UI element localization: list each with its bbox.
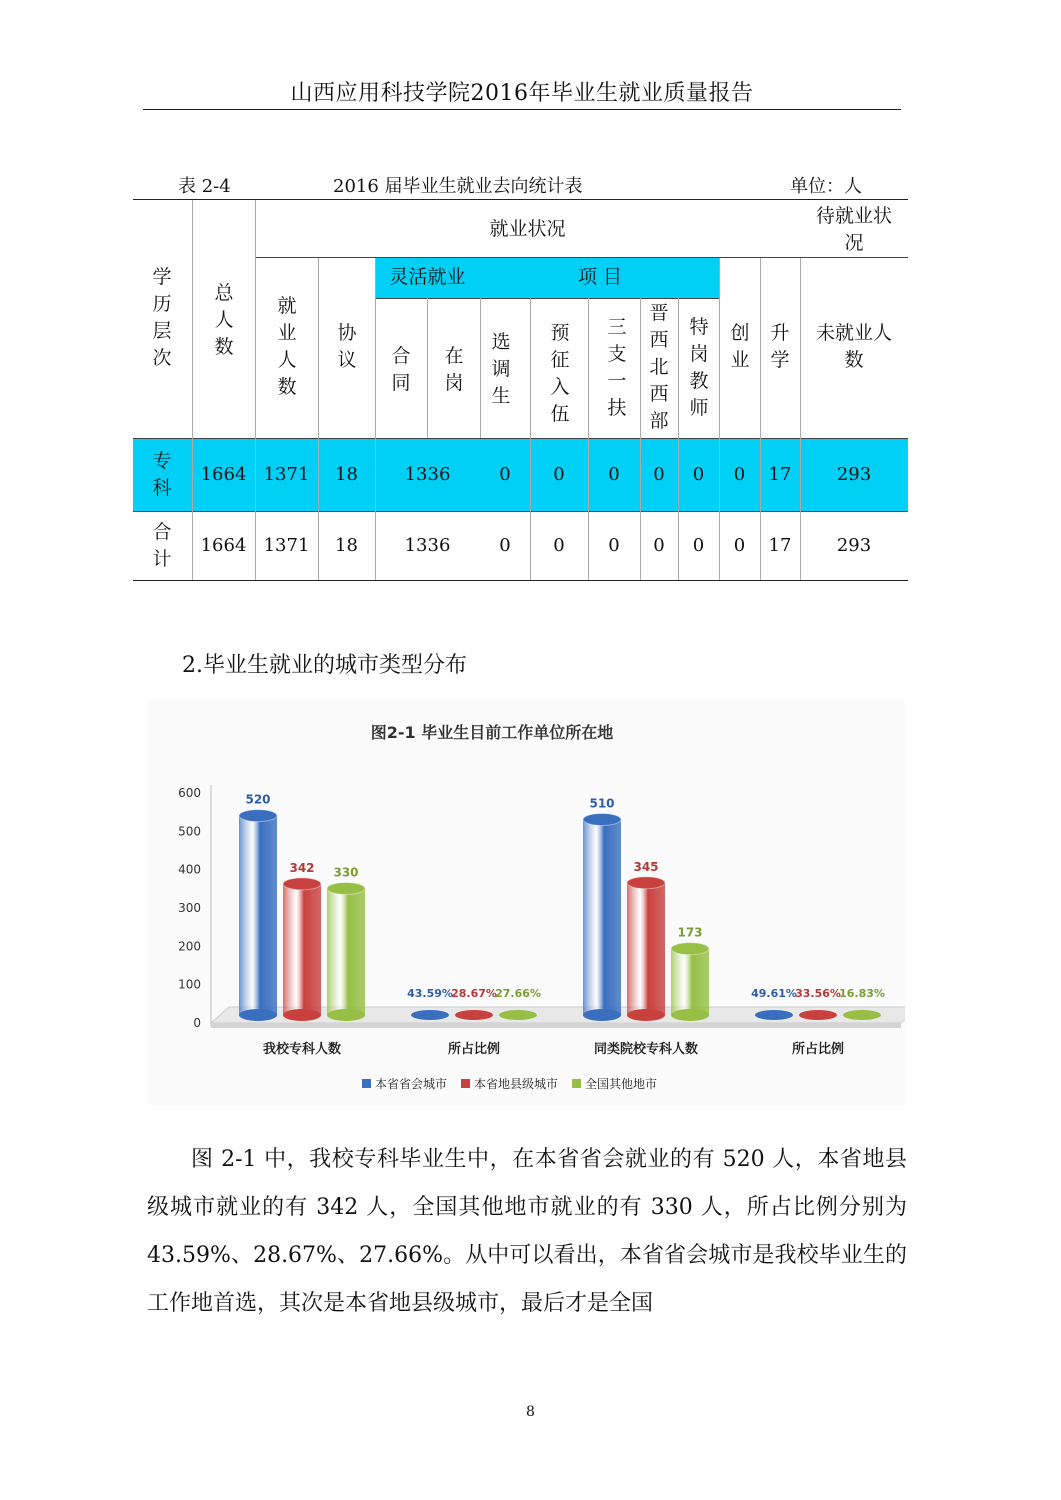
section-title: 2.毕业生就业的城市类型分布 — [182, 653, 467, 678]
cell-selected: 0 — [499, 535, 511, 556]
category-label: 我校专科人数 — [262, 1042, 342, 1057]
table-bottom-border — [133, 580, 908, 581]
data-label: 520 — [245, 792, 271, 807]
header-startup: 创 业 — [730, 322, 750, 371]
data-label: 43.59% — [407, 987, 453, 1000]
header-items: 项 目 — [577, 266, 623, 288]
table-unit: 单位：人 — [790, 176, 862, 197]
bar — [327, 883, 365, 1022]
header-conscript: 预 征 入 伍 — [550, 322, 570, 425]
bar — [671, 943, 709, 1021]
header-sanzhiyifu: 三 支 一 扶 — [607, 316, 627, 419]
cell-agreement: 18 — [335, 535, 358, 556]
cell-selected: 0 — [499, 464, 511, 485]
category-label: 所占比例 — [791, 1042, 845, 1057]
row-level: 合 计 — [152, 521, 172, 570]
bar — [755, 1010, 793, 1020]
cell-contract-onpost: 1336 — [404, 464, 451, 485]
svg-text:本省地县级城市: 本省地县级城市 — [474, 1077, 559, 1091]
cell-employed: 1371 — [263, 464, 310, 485]
y-tick-label: 200 — [178, 939, 201, 954]
data-label: 28.67% — [451, 987, 497, 1000]
body-paragraph — [147, 1136, 907, 1328]
header-employment-status: 就业状况 — [489, 218, 566, 240]
bar — [499, 1010, 537, 1020]
bar — [239, 810, 277, 1021]
cell-total: 1664 — [200, 464, 247, 485]
y-tick-label: 100 — [178, 977, 201, 992]
table-title: 2016 届毕业生就业去向统计表 — [333, 176, 583, 197]
data-label: 510 — [589, 796, 615, 811]
table-number: 表 2-4 — [178, 176, 231, 197]
cell-jinxibei: 0 — [653, 535, 665, 556]
report-header-title: 山西应用科技学院2016年毕业生就业质量报告 — [290, 81, 754, 106]
category-label: 所占比例 — [447, 1042, 501, 1057]
header-contract: 合 同 — [391, 345, 411, 394]
y-tick-label: 300 — [178, 901, 201, 915]
cell-further-study: 17 — [768, 464, 792, 485]
page-number: 8 — [526, 1404, 535, 1420]
location-bar-chart — [149, 700, 905, 1105]
header-special-teacher: 特 岗 教 师 — [689, 316, 709, 419]
svg-text:全国其他地市: 全国其他地市 — [585, 1077, 658, 1091]
header-jinxibei: 晋 西 北 西 部 — [649, 302, 669, 432]
header-flexible: 灵活就业 — [389, 266, 466, 288]
cell-jinxibei: 0 — [653, 464, 665, 485]
header-total: 总 人 数 — [214, 282, 234, 358]
header-on-post: 在 岗 — [444, 345, 464, 394]
header-pending-status: 待就业状况 — [815, 205, 892, 254]
cell-startup: 0 — [733, 535, 746, 556]
category-label: 同类院校专科人数 — [593, 1042, 699, 1057]
cell-sanzhiyifu: 0 — [608, 464, 620, 485]
bar — [843, 1010, 881, 1020]
table-top-border — [133, 199, 908, 200]
svg-text:本省省会城市: 本省省会城市 — [375, 1077, 448, 1091]
header-employed: 就 业 人 数 — [277, 295, 297, 398]
data-label: 173 — [677, 925, 703, 940]
cell-employed: 1371 — [263, 535, 310, 556]
row-level: 专 科 — [152, 450, 172, 499]
header-unemployed: 未就业人数 — [815, 322, 892, 371]
bar — [411, 1010, 449, 1020]
bar — [455, 1010, 493, 1020]
y-tick-label: 500 — [178, 824, 201, 839]
cell-sanzhiyifu: 0 — [608, 535, 620, 556]
y-tick-label: 0 — [193, 1016, 201, 1030]
cell-special-teacher: 0 — [692, 535, 705, 556]
y-tick-label: 400 — [178, 862, 201, 877]
cell-agreement: 18 — [335, 464, 358, 485]
data-label: 49.61% — [751, 987, 797, 1000]
legend-item — [572, 1076, 657, 1091]
data-label: 33.56% — [795, 987, 841, 1000]
header-selected: 选 调 生 — [491, 331, 511, 407]
data-label: 27.66% — [495, 987, 541, 1000]
cell-special-teacher: 0 — [692, 464, 705, 485]
chart-title: 图2-1 毕业生目前工作单位所在地 — [370, 723, 614, 742]
cell-unemployed: 293 — [836, 464, 872, 485]
header-divider — [143, 109, 901, 110]
data-label: 16.83% — [839, 987, 885, 1000]
paragraph-text: 图 2-1 中，我校专科毕业生中，在本省省会就业的有 520 人，本省地县级城市就业的有 342 人，全国其他地市就业的有 330 人，所占比例分别为 43.59%、28.67%、27.66%。从中可以看出，本省省会城市是我校毕业生的工作地首选，其次是本省地县级城市，最后才是全国 — [147, 1147, 907, 1316]
cell-conscript: 0 — [553, 535, 565, 556]
cell-startup: 0 — [733, 464, 746, 485]
bar — [627, 877, 665, 1021]
legend-item — [362, 1076, 447, 1091]
bar — [583, 814, 621, 1022]
header-education-level: 学 历 层 次 — [152, 266, 172, 369]
data-label: 345 — [633, 859, 659, 874]
header-further-study: 升 学 — [770, 322, 790, 371]
header-agreement: 协 议 — [337, 322, 357, 371]
data-label: 330 — [333, 865, 359, 880]
cell-contract-onpost: 1336 — [404, 535, 451, 556]
bar — [283, 878, 321, 1021]
cell-conscript: 0 — [553, 464, 565, 485]
bar — [799, 1010, 837, 1020]
y-tick-label: 600 — [178, 786, 201, 800]
cell-further-study: 17 — [768, 535, 792, 556]
cell-unemployed: 293 — [836, 535, 872, 556]
cell-total: 1664 — [200, 535, 247, 556]
chart-frame — [149, 700, 905, 1105]
data-label: 342 — [289, 860, 315, 875]
legend-item — [461, 1076, 558, 1091]
